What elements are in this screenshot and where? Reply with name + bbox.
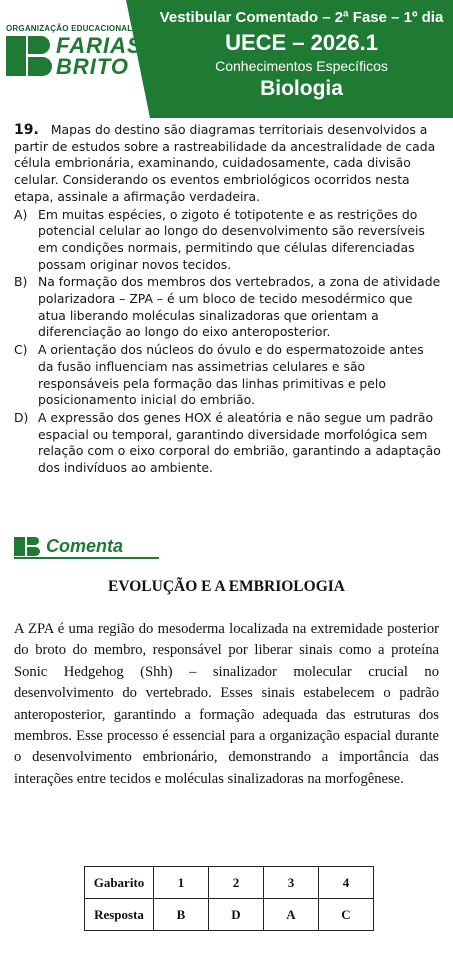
answer-table bbox=[84, 866, 374, 931]
option-c bbox=[14, 342, 442, 409]
table-row bbox=[85, 867, 374, 899]
comment-body: A ZPA é uma região do mesoderma localizada na extremidade posterior do broto do membro, responsável por liberar sinais como a proteína Sonic Hedgehog (Shh) – sinalizador molecular crucial no desenvolvimento do vertebrado. Esses sinais estabelecem o padrão anteroposterior, garantindo a formação adequada das estruturas dos membros. Esse processo é essencial para a organização espacial durante o desenvolvimento embrionário, demonstrando a importância das interações entre tecidos e moléculas sinalizadoras na morfogênese. bbox=[14, 621, 439, 787]
question-block bbox=[14, 122, 442, 478]
table-header-resposta: Resposta bbox=[85, 899, 154, 931]
table-cell-question: 2 bbox=[209, 867, 264, 899]
option-letter: B) bbox=[14, 274, 28, 290]
comenta-underline bbox=[14, 557, 159, 559]
fb-logo-icon bbox=[6, 36, 52, 76]
option-a bbox=[14, 207, 442, 274]
option-text: A expressão dos genes HOX é aleatória e não segue um padrão espacial ou temporal, garantindo diversidade morfológica sem relação com o eixo corporal do embrião, garantindo a adaptação dos indivíduos ao ambiente. bbox=[38, 409, 441, 476]
table-cell-question: 3 bbox=[264, 867, 319, 899]
option-d bbox=[14, 410, 442, 477]
option-b bbox=[14, 274, 442, 341]
option-text: Na formação dos membros dos vertebrados, a zona de atividade polarizadora – ZPA – é um bloco de tecido mesodérmico que atua liberando moléculas sinalizadoras que orientam a diferenciação ao longo do eixo anteroposterior. bbox=[38, 274, 441, 340]
table-cell-answer: A bbox=[264, 899, 319, 931]
question-number: 19. bbox=[14, 122, 39, 138]
table-cell-question: 1 bbox=[154, 867, 209, 899]
page-header bbox=[0, 0, 453, 118]
header-section: Conhecimentos Específicos bbox=[215, 58, 388, 74]
question-stem-text: Mapas do destino são diagramas territoriais desenvolvidos a partir de estudos sobre a rastreabilidade da ancestralidade de cada célula embrionária, examinando, cuidadosamente, cada divisão celular. Considerando os eventos embriológicos ocorridos nesta etapa, assinale a afirmação verdadeira. bbox=[14, 122, 436, 204]
option-letter: D) bbox=[14, 409, 29, 425]
logo-word-farias: FARIAS bbox=[56, 33, 143, 58]
logo-org-text: ORGANIZAÇÃO EDUCACIONAL bbox=[6, 24, 133, 33]
option-text: Em muitas espécies, o zigoto é totipotente e as restrições do potencial celular ao longo do desenvolvimento são reversíveis em condições normais, permitindo que células diferenciadas possam originar novos tecidos. bbox=[38, 206, 425, 272]
option-letter: C) bbox=[14, 342, 28, 358]
comenta-label: Comenta bbox=[46, 536, 124, 556]
table-header-gabarito: Gabarito bbox=[85, 867, 154, 899]
logo-word-brito: BRITO bbox=[56, 54, 130, 79]
option-letter: A) bbox=[14, 206, 28, 222]
option-text: A orientação dos núcleos do óvulo e do espermatozoide antes da fusão influenciam nas assimetrias celulares e são responsáveis pela formação das linhas primitivas e pelo posicionamento inicial do embrião. bbox=[38, 342, 424, 408]
table-row bbox=[85, 899, 374, 931]
fb-logo-icon bbox=[14, 537, 40, 556]
comenta-logo bbox=[14, 534, 159, 558]
header-exam-name: UECE – 2026.1 bbox=[225, 30, 378, 55]
question-stem bbox=[14, 122, 442, 206]
header-subject: Biologia bbox=[260, 77, 343, 100]
table-cell-answer: D bbox=[209, 899, 264, 931]
table-cell-answer: C bbox=[319, 899, 374, 931]
section-title: EVOLUÇÃO E A EMBRIOLOGIA bbox=[108, 578, 345, 595]
header-exam-title: Vestibular Comentado – 2ª Fase – 1º dia bbox=[159, 9, 444, 26]
table-cell-answer: B bbox=[154, 899, 209, 931]
table-cell-question: 4 bbox=[319, 867, 374, 899]
